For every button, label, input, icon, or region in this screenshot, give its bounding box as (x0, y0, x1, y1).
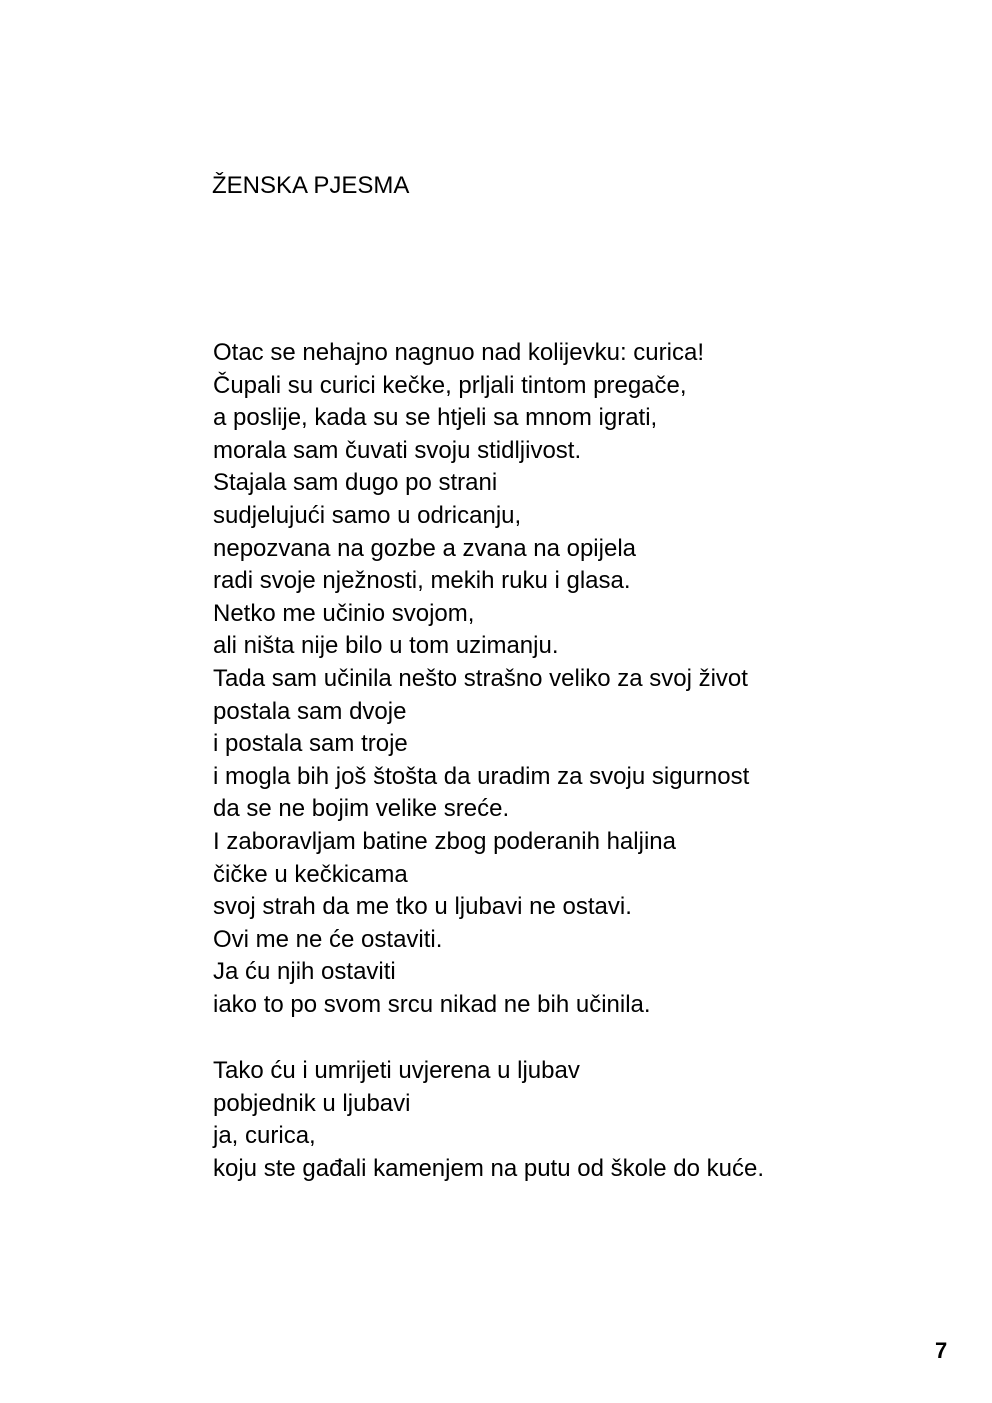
poem-line: radi svoje nježnosti, mekih ruku i glasa. (213, 567, 631, 595)
poem-line: sudjelujući samo u odricanju, (213, 501, 522, 529)
page-number: 7 (935, 1338, 948, 1363)
poem-line: i postala sam troje (213, 730, 408, 758)
poem-line: a poslije, kada su se htjeli sa mnom igrati, (213, 404, 658, 432)
poem-line: Stajala sam dugo po strani (213, 469, 498, 497)
poem-line: ali ništa nije bilo u tom uzimanju. (213, 632, 559, 660)
poem-line: I zaboravljam batine zbog poderanih haljina (213, 827, 676, 855)
poem-line: svoj strah da me tko u ljubavi ne ostavi. (213, 893, 632, 921)
poem-line: ja, curica, (213, 1122, 316, 1150)
poem-line: Ja ću njih ostaviti (213, 958, 396, 986)
poem-line: postala sam dvoje (213, 697, 407, 725)
poem-title: ŽENSKA PJESMA (212, 172, 410, 199)
poem-line: čičke u kečkicama (213, 860, 408, 888)
poem-line: Ovi me ne će ostaviti. (213, 925, 443, 953)
poem-line: i mogla bih još štošta da uradim za svoju sigurnost (213, 762, 750, 790)
poem-line: koju ste gađali kamenjem na putu od škole do kuće. (213, 1154, 765, 1182)
poem-line: Tada sam učinila nešto strašno veliko za svoj život (213, 664, 748, 692)
poem-line: Tako ću i umrijeti uvjerena u ljubav (213, 1057, 580, 1084)
poem-line: iako to po svom srcu nikad ne bih učinila. (213, 990, 651, 1018)
poem-line: pobjednik u ljubavi (213, 1089, 411, 1117)
poem-line: da se ne bojim velike sreće. (213, 795, 510, 823)
poem-line: morala sam čuvati svoju stidljivost. (213, 436, 582, 464)
poem-stanza-1 (213, 337, 749, 1021)
poem-stanza-2 (213, 1055, 764, 1185)
poem-line: Čupali su curici kečke, prljali tintom pregače, (213, 371, 687, 399)
poem-line: Otac se nehajno nagnuo nad kolijevku: curica! (213, 339, 704, 366)
poem-line: Netko me učinio svojom, (213, 599, 475, 627)
poem-line: nepozvana na gozbe a zvana na opijela (213, 534, 636, 562)
